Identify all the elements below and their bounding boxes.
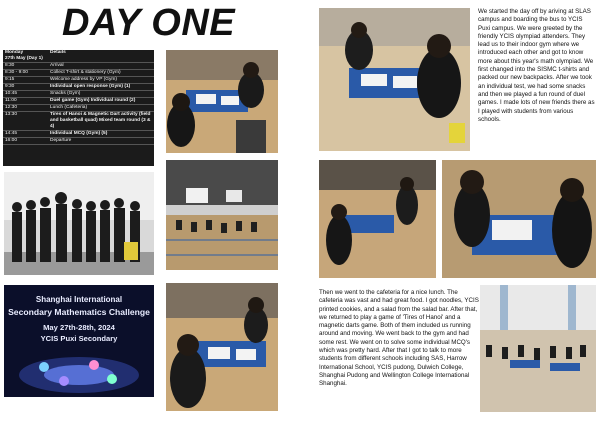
schedule-detail: Individual open response (Gym) (1) [50, 84, 131, 89]
photo-gym-hall [166, 160, 278, 270]
schedule-detail: Duel game (Gym) Individual round (2) [50, 98, 136, 103]
poster-line-1: Shanghai International [35, 295, 123, 304]
schedule-header-date: 27th May (Day 1) [5, 56, 43, 61]
schedule-time: 11:00 [5, 98, 17, 103]
poster-line-4: YCIS Puxi Secondary [40, 334, 118, 343]
schedule-detail: Collect T-shirt & stationery (Gym) [50, 70, 121, 75]
schedule-time: 16:00 [5, 138, 18, 143]
photo-board-game [442, 160, 596, 278]
schedule-time: 9:15 [5, 77, 15, 82]
schedule-row [3, 63, 154, 70]
paragraph-afternoon: Then we went to the cafeteria for a nice lunch. The cafeteria was vast and had great food. I got noodles, YCIS printed cookies, and a salad from the salad bar. After that, we returned to play a game of 'Tires of Hanoi' and a magnetic darts game. Both of them included us running around and moving. We went back to the gym and had some rest. We went on to solve some individual MCQ's which was pretty hard. After that I got to talk to more students from different schools including SAS, Harrow International School, YCIS pudong, Dulwich College, Shanghai Pudong and Wellington College International Shanghai. [319, 289, 479, 388]
schedule-header-details: Details [50, 50, 66, 55]
schedule-time: 8:30 [5, 63, 15, 68]
schedule-time: 14:45 [5, 131, 18, 136]
schedule-detail: Snacks (Gym) [50, 91, 81, 96]
poster-galaxy-graphic [4, 345, 154, 397]
poster-line-2: Secondary Mathematics Challenge [8, 307, 150, 317]
schedule-time: 13:30 [5, 112, 18, 117]
schedule-header [3, 50, 154, 63]
schedule-header-day: Monday [5, 50, 24, 55]
photo-students-at-table [166, 50, 278, 153]
photo-classroom-activity [319, 8, 470, 151]
schedule-detail: Arrival [50, 63, 64, 68]
schedule-table [3, 50, 154, 166]
schedule-row [3, 70, 154, 77]
schedule-row [3, 138, 154, 145]
schedule-row [3, 77, 154, 84]
schedule-time: 9:30 [5, 84, 15, 89]
photo-group [4, 172, 154, 275]
photo-group-tables [319, 160, 436, 278]
schedule-row [3, 84, 154, 91]
schedule-row [3, 91, 154, 98]
photo-gym-wide [480, 285, 596, 412]
schedule-row [3, 105, 154, 112]
page-title: DAY ONE [62, 2, 236, 44]
schedule-detail: Welcome address by VP (Gym) [50, 77, 117, 82]
schedule-time: 10:45 [5, 91, 18, 96]
schedule-row [3, 112, 154, 131]
paragraph-morning: We started the day off by ariving at SLAS campus and boarding the bus to YCIS Puxi campus. We were greeted by the friendly YCIS olympiad attenders. They lead us to their indoor gym where we introduced each other and got to know more about this year's math olympiad. We first changed into the SISMC t-shirts and packed our new backpacks. After we took an individual test, we had some snacks and then we played a fun round of duel games. I made lots of new friends there as I played with students from various schools. [478, 8, 595, 123]
schedule-detail: Lunch (Cafeteria) [50, 105, 88, 110]
schedule-time: 12:30 [5, 105, 18, 110]
schedule-detail: Departure [50, 138, 72, 143]
schedule-detail: Tires of Hanoi & Magnetic Dart activity (field and basketball quad) Mixed team round (3 & 4) [50, 112, 151, 129]
schedule-row [3, 98, 154, 105]
schedule-detail: Individual MCQ (Gym) (5) [50, 131, 108, 136]
schedule-row [3, 131, 154, 138]
poster-line-3: May 27th-28th, 2024 [43, 323, 115, 332]
event-poster [4, 285, 154, 397]
schedule-time: 8:30 - 9:00 [5, 70, 28, 75]
photo-students-working [166, 283, 278, 411]
